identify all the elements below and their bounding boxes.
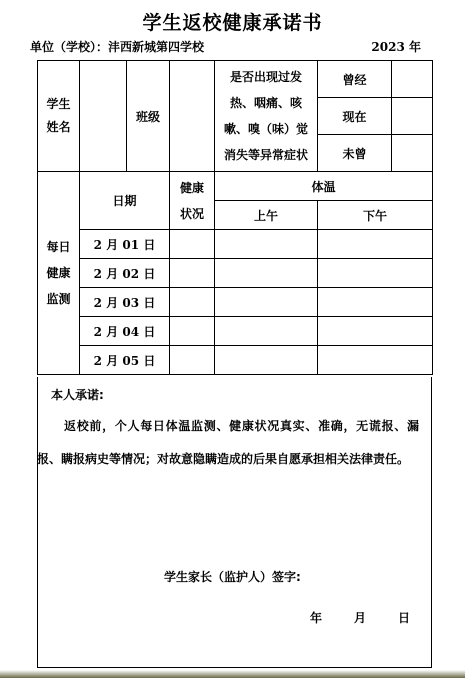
health-field-5[interactable] xyxy=(170,346,215,375)
sign-month: 月 xyxy=(354,611,367,625)
health-field-2[interactable] xyxy=(170,259,215,288)
option-never: 未曾 xyxy=(318,135,392,172)
am-header: 上午 xyxy=(215,201,318,230)
pm-temp-field-4[interactable] xyxy=(318,317,433,346)
school-unit: 单位（学校）：沣西新城第四学校 xyxy=(30,40,205,54)
promise-title: 本人承诺: xyxy=(51,388,104,402)
am-temp-field-2[interactable] xyxy=(215,259,318,288)
class-field[interactable] xyxy=(170,61,215,172)
health-field-1[interactable] xyxy=(170,230,215,259)
am-temp-field-5[interactable] xyxy=(215,346,318,375)
option-never-check[interactable] xyxy=(392,135,433,172)
am-temp-field-4[interactable] xyxy=(215,317,318,346)
health-status-header: 健康 状况 xyxy=(170,172,215,230)
date-cell-3: 2 月 03 日 xyxy=(80,288,170,317)
date-cell-1: 2 月 01 日 xyxy=(80,230,170,259)
student-name-field[interactable] xyxy=(80,61,127,172)
class-label: 班级 xyxy=(127,61,170,172)
document-title: 学生返校健康承诺书 xyxy=(142,12,323,34)
option-now-check[interactable] xyxy=(392,98,433,135)
pm-temp-field-1[interactable] xyxy=(318,230,433,259)
health-field-3[interactable] xyxy=(170,288,215,317)
sign-day: 日 xyxy=(398,611,411,625)
pm-temp-field-3[interactable] xyxy=(318,288,433,317)
option-ever-check[interactable] xyxy=(392,61,433,98)
pm-header: 下午 xyxy=(318,201,433,230)
date-cell-4: 2 月 04 日 xyxy=(80,317,170,346)
bottom-edge-strip xyxy=(0,670,465,678)
date-header: 日期 xyxy=(80,172,170,230)
pm-temp-field-2[interactable] xyxy=(318,259,433,288)
year-value: 2023 xyxy=(371,40,405,54)
am-temp-field-3[interactable] xyxy=(215,288,318,317)
temperature-header: 体温 xyxy=(215,172,433,201)
year-label xyxy=(371,38,421,55)
guardian-signature-label: 学生家长（监护人）签字: xyxy=(164,570,301,584)
year-suffix: 年 xyxy=(408,40,421,54)
promise-body: 返校前，个人每日体温监测、健康状况真实、准确，无谎报、漏报、瞒报病史等情况；对故意隐瞒造成的后果自愿承担相关法律责任。 xyxy=(37,419,419,466)
signature-date xyxy=(310,609,442,626)
pm-temp-field-5[interactable] xyxy=(318,346,433,375)
date-cell-2: 2 月 02 日 xyxy=(80,259,170,288)
am-temp-field-1[interactable] xyxy=(215,230,318,259)
date-cell-5: 2 月 05 日 xyxy=(80,346,170,375)
health-field-4[interactable] xyxy=(170,317,215,346)
symptom-question: 是否出现过发热、咽痛、咳嗽、嗅（味）觉消失等异常症状 xyxy=(215,61,318,172)
option-now: 现在 xyxy=(318,98,392,135)
student-name-label: 学生 姓名 xyxy=(38,61,80,172)
option-ever: 曾经 xyxy=(318,61,392,98)
sign-year: 年 xyxy=(310,611,323,625)
health-form-table xyxy=(37,60,433,375)
daily-monitor-label: 每日 健康 监测 xyxy=(38,172,80,375)
